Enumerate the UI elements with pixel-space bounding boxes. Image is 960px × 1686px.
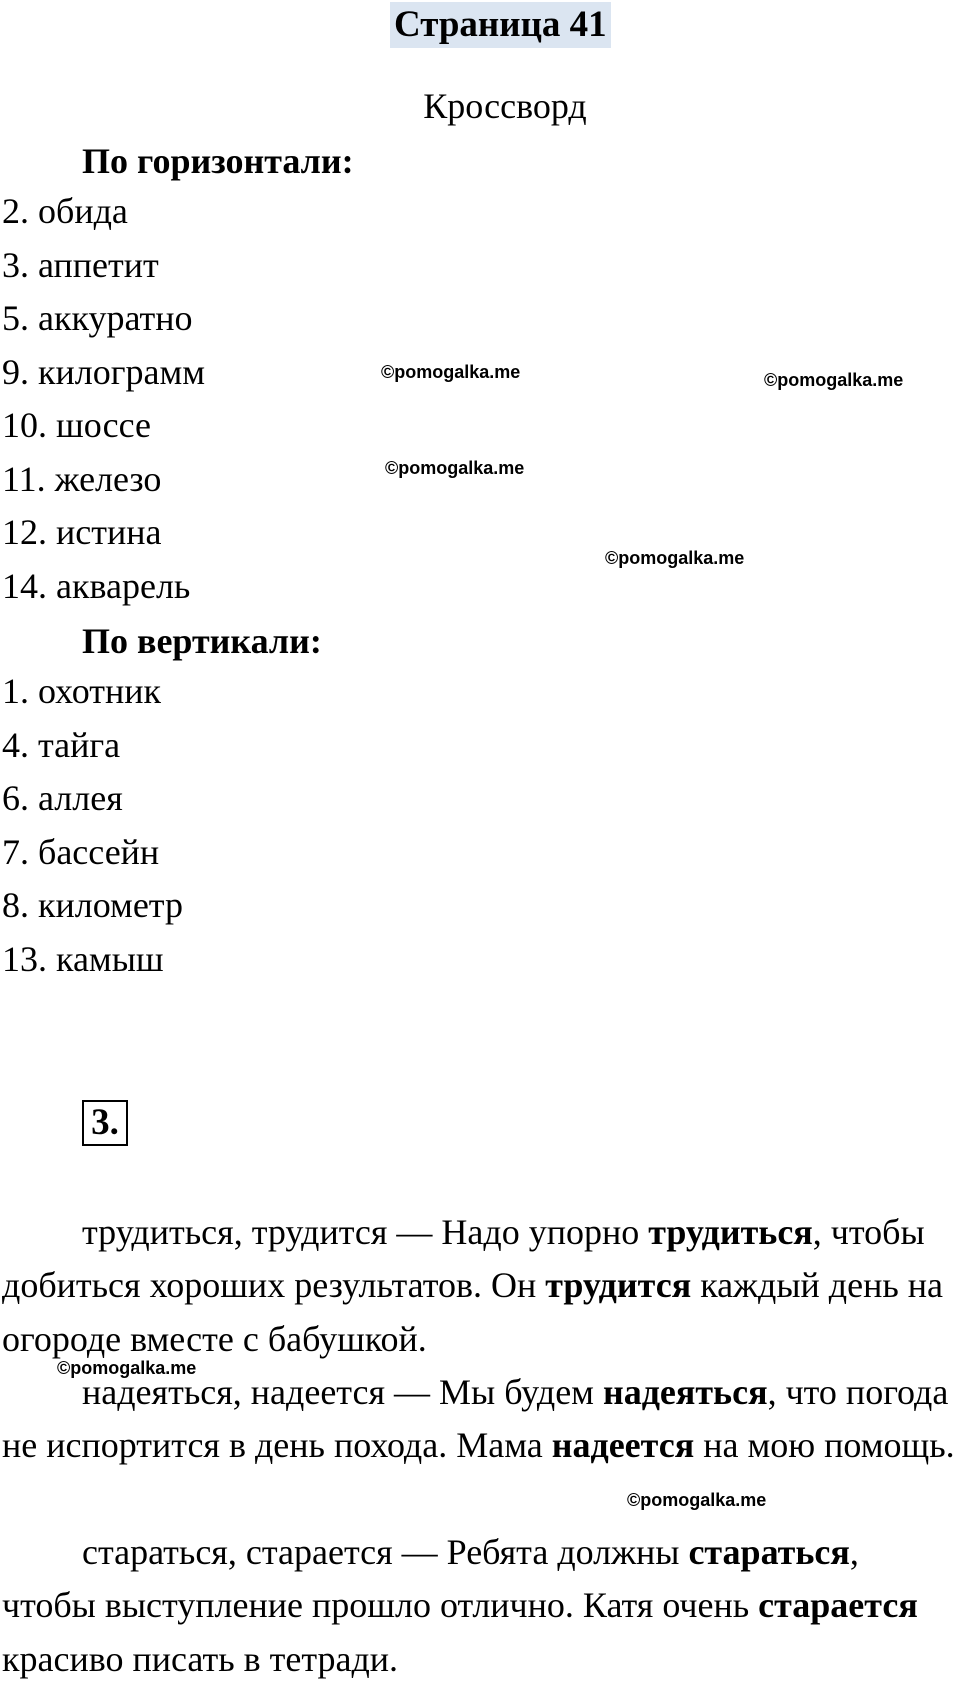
horizontal-heading: По горизонтали: (82, 141, 354, 181)
page-title: Страница 41 (390, 2, 611, 48)
paragraph-text: каждый день на огороде вместе с бабушкой. (2, 1265, 943, 1359)
list-item: 12. истина (2, 512, 162, 552)
vertical-answer-list (2, 665, 183, 986)
paragraph-text: стараться, старается — Ребята должны (82, 1532, 689, 1572)
watermark: ©pomogalka.me (381, 362, 521, 382)
paragraph-text: , что погода не испортится в день похода. Мама (2, 1372, 949, 1466)
task-paragraph (2, 1526, 960, 1686)
task-paragraph (2, 1366, 960, 1473)
crossword-subtitle: Кроссворд (423, 86, 587, 126)
watermark: ©pomogalka.me (57, 1358, 197, 1378)
task-number: 3. (82, 1100, 128, 1146)
list-item: 4. тайга (2, 724, 121, 765)
bold-word: надеяться (602, 1372, 768, 1412)
list-item: 10. шоссе (2, 405, 151, 445)
list-item: 13. камыш (2, 938, 164, 979)
paragraph-text: , чтобы добиться хороших результатов. Он (2, 1212, 925, 1306)
watermark: ©pomogalka.me (627, 1490, 767, 1510)
list-item: 6. аллея (2, 778, 123, 818)
list-item: 1. охотник (2, 671, 162, 711)
list-item: 8. километр (2, 885, 183, 925)
horizontal-answer-list (2, 185, 205, 613)
list-item: 3. аппетит (2, 244, 159, 285)
bold-word: трудится (545, 1265, 692, 1306)
paragraph-text: надеяться, надеется — Мы будем (82, 1372, 603, 1412)
list-item: 5. аккуратно (2, 298, 193, 338)
list-item: 9. килограмм (2, 351, 206, 392)
task-paragraph (2, 1206, 960, 1366)
list-item: 14. акварель (2, 565, 191, 606)
bold-word: надеется (551, 1425, 695, 1466)
bold-word: стараться (688, 1532, 850, 1572)
paragraph-text: , чтобы выступление прошло отлично. Катя очень (2, 1532, 859, 1626)
watermark: ©pomogalka.me (385, 458, 525, 478)
list-item: 7. бассейн (2, 831, 160, 872)
bold-word: старается (758, 1585, 918, 1626)
vertical-heading: По вертикали: (82, 621, 322, 661)
list-item: 11. железо (2, 458, 162, 499)
paragraph-text: красиво писать в тетради. (2, 1638, 399, 1679)
paragraph-text: на мою помощь. (694, 1425, 955, 1466)
watermark: ©pomogalka.me (605, 548, 745, 568)
paragraph-text: трудиться, трудится — Надо упорно (82, 1212, 649, 1252)
bold-word: трудиться (648, 1212, 813, 1252)
watermark: ©pomogalka.me (764, 370, 904, 390)
list-item: 2. обида (2, 191, 128, 231)
